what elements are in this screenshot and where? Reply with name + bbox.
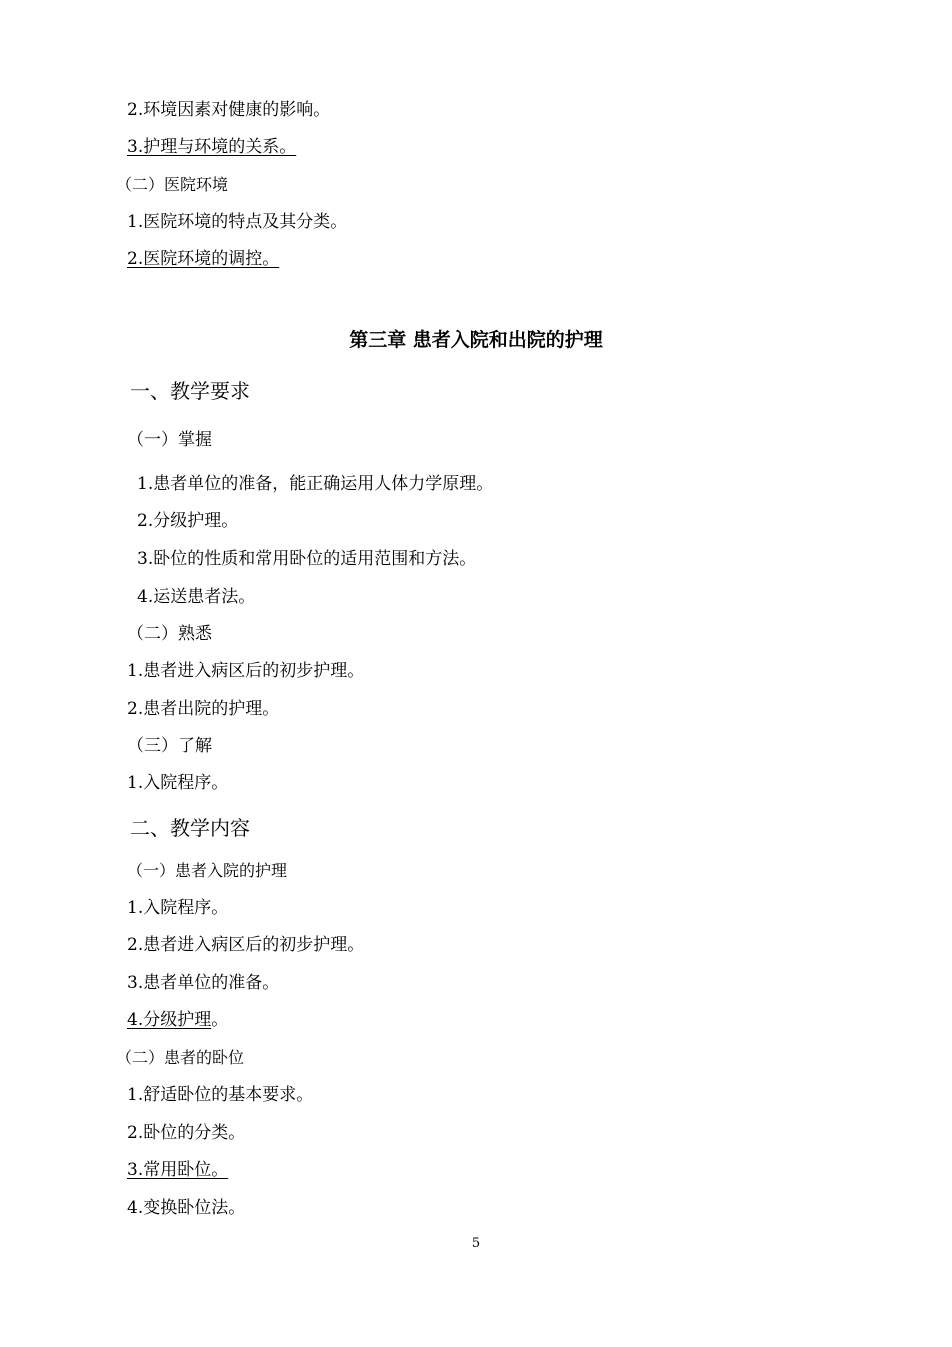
prev-sub-item-1: 1.医院环境的特点及其分类。 [127, 212, 348, 232]
familiar-heading: （二）熟悉 [127, 624, 212, 644]
admission-heading: （一）患者入院的护理 [127, 861, 288, 880]
prev-sub-item-2: 2.医院环境的调控。 [127, 249, 280, 269]
familiar-item: 1.患者进入病区后的初步护理。 [127, 661, 365, 681]
prev-item-3: 3.护理与环境的关系。 [127, 137, 297, 157]
admission-item: 3.患者单位的准备。 [127, 973, 280, 993]
master-item: 1.患者单位的准备，能正确运用人体力学原理。 [137, 474, 494, 494]
position-item: 3.常用卧位。 [127, 1160, 229, 1180]
master-heading: （一）掌握 [127, 430, 212, 450]
master-item: 2.分级护理。 [137, 511, 239, 531]
content-heading: 二、教学内容 [130, 816, 250, 840]
prev-item-2: 2.环境因素对健康的影响。 [127, 100, 331, 120]
prev-subsection-title: （二）医院环境 [116, 175, 229, 194]
familiar-item: 2.患者出院的护理。 [127, 699, 280, 719]
master-item: 3.卧位的性质和常用卧位的适用范围和方法。 [137, 549, 477, 569]
understand-heading: （三）了解 [127, 736, 212, 756]
position-item: 1.舒适卧位的基本要求。 [127, 1085, 314, 1105]
admission-item-4-period: 。 [211, 1010, 229, 1030]
position-item: 4.变换卧位法。 [127, 1198, 246, 1218]
admission-item: 2.患者进入病区后的初步护理。 [127, 935, 365, 955]
position-heading: （二）患者的卧位 [116, 1048, 245, 1067]
admission-item: 1.入院程序。 [127, 898, 229, 918]
admission-item-4 [127, 1012, 228, 1029]
chapter-title: 第三章 患者入院和出院的护理 [349, 329, 603, 351]
page-number: 5 [471, 1236, 481, 1251]
position-item: 2.卧位的分类。 [127, 1123, 246, 1143]
admission-item-4-text: 4.分级护理 [127, 1010, 212, 1030]
requirements-heading: 一、教学要求 [130, 379, 250, 403]
master-item: 4.运送患者法。 [137, 587, 256, 607]
understand-item: 1.入院程序。 [127, 773, 229, 793]
